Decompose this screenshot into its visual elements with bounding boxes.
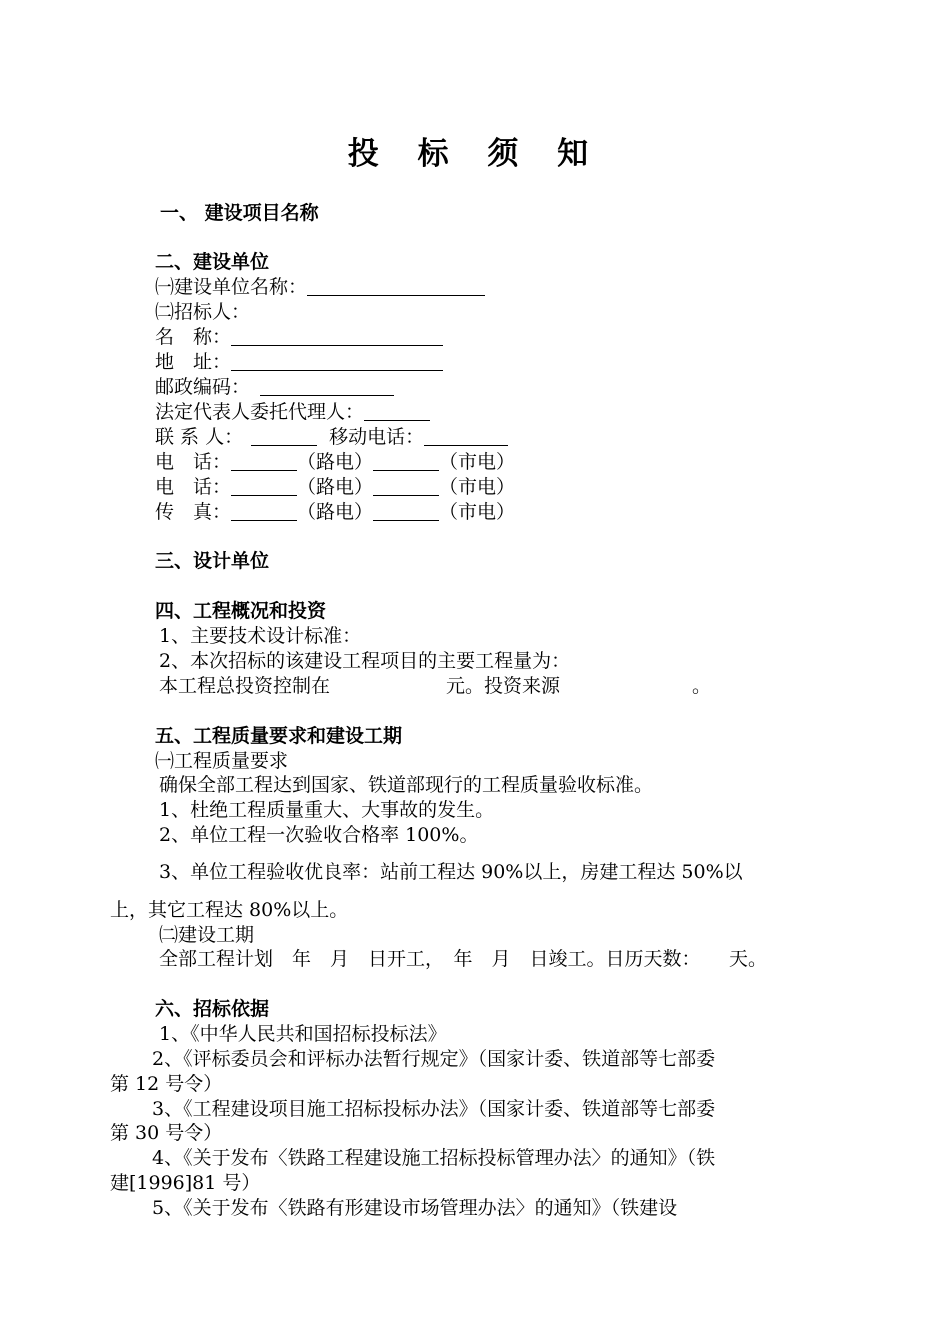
road-line-label: （路电） <box>297 501 374 523</box>
contact-blank[interactable] <box>251 427 317 446</box>
postcode-row <box>155 375 394 400</box>
postcode-label: 邮政编码： <box>155 376 251 398</box>
phone-label: 电 话： <box>155 451 232 473</box>
basis-item-5-line-1: 5、《关于发布〈铁路有形建设市场管理办法〉的通知》（铁建设 <box>152 1197 678 1219</box>
phone-label: 电 话： <box>155 476 232 498</box>
investment-label: 本工程总投资控制在 <box>159 675 331 697</box>
tenderer-label: ㈡招标人： <box>155 301 251 323</box>
basis-item-1: 1、《中华人民共和国招标投标法》 <box>159 1023 447 1045</box>
fax-row <box>155 500 515 525</box>
phone-row-2 <box>155 475 515 500</box>
contact-row <box>155 425 508 450</box>
legal-rep-row <box>155 400 430 425</box>
phone-road-blank[interactable] <box>231 477 297 496</box>
mobile-blank[interactable] <box>424 427 508 446</box>
phone-city-blank[interactable] <box>373 477 439 496</box>
basis-item-4-line-1: 4、《关于发布〈铁路工程建设施工招标投标管理办法〉的通知》（铁 <box>152 1147 716 1169</box>
mobile-label: 移动电话： <box>329 426 425 448</box>
phone-row-1 <box>155 450 515 475</box>
basis-item-2-line-2: 第 12 号令） <box>110 1073 223 1095</box>
quality-item-1: 1、杜绝工程质量重大、大事故的发生。 <box>159 799 495 821</box>
name-label: 名 称： <box>155 326 232 348</box>
section-2-heading: 二、建设单位 <box>155 251 270 273</box>
legal-rep-blank[interactable] <box>364 402 430 421</box>
quality-label: ㈠工程质量要求 <box>155 750 289 772</box>
city-line-label: （市电） <box>439 501 516 523</box>
section-4-heading: 四、工程概况和投资 <box>155 600 327 622</box>
fax-road-blank[interactable] <box>231 502 297 521</box>
address-row <box>155 350 443 375</box>
period-text: 全部工程计划 年 月 日开工， 年 月 日竣工。日历天数： 天。 <box>159 948 768 970</box>
section-6-heading: 六、招标依据 <box>155 998 270 1020</box>
quality-text: 确保全部工程达到国家、铁道部现行的工程质量验收标准。 <box>159 774 654 796</box>
investment-row <box>159 674 711 699</box>
legal-rep-label: 法定代表人委托代理人： <box>155 401 365 423</box>
unit-name-blank[interactable] <box>307 277 485 296</box>
contact-label: 联 系 人： <box>155 426 244 448</box>
address-blank[interactable] <box>231 352 443 371</box>
unit-name-row <box>155 275 485 300</box>
section-1-heading: 一、 建设项目名称 <box>160 202 319 224</box>
phone-road-blank[interactable] <box>231 452 297 471</box>
name-row <box>155 325 443 350</box>
tech-standard-item: 1、主要技术设计标准： <box>159 625 362 647</box>
quality-item-2: 2、单位工程一次验收合格率 100%。 <box>159 824 479 846</box>
fax-city-blank[interactable] <box>373 502 439 521</box>
city-line-label: （市电） <box>439 476 516 498</box>
basis-item-4-line-2: 建[1996]81 号） <box>110 1172 261 1194</box>
page-title: 投 标 须 知 <box>347 136 603 172</box>
city-line-label: （市电） <box>439 451 516 473</box>
basis-item-3-line-2: 第 30 号令） <box>110 1122 223 1144</box>
road-line-label: （路电） <box>297 476 374 498</box>
road-line-label: （路电） <box>297 451 374 473</box>
section-3-heading: 三、设计单位 <box>155 550 270 572</box>
phone-city-blank[interactable] <box>373 452 439 471</box>
fax-label: 传 真： <box>155 501 232 523</box>
name-blank[interactable] <box>231 327 443 346</box>
investment-end: 。 <box>692 675 712 697</box>
quality-item-3-line-1: 3、单位工程验收优良率：站前工程达 90%以上，房建工程达 50%以 <box>159 861 743 883</box>
quality-item-3-line-2: 上，其它工程达 80%以上。 <box>110 899 349 921</box>
basis-item-3-line-1: 3、《工程建设项目施工招标投标办法》（国家计委、铁道部等七部委 <box>152 1098 716 1120</box>
unit-name-label: ㈠建设单位名称： <box>155 276 308 298</box>
period-label: ㈡建设工期 <box>159 924 255 946</box>
basis-item-2-line-1: 2、《评标委员会和评标办法暂行规定》（国家计委、铁道部等七部委 <box>152 1048 716 1070</box>
section-5-heading: 五、工程质量要求和建设工期 <box>155 725 403 747</box>
investment-source-label: 元。投资来源 <box>446 675 561 697</box>
postcode-blank[interactable] <box>260 377 394 396</box>
address-label: 地 址： <box>155 351 232 373</box>
work-quantity-item: 2、本次招标的该建设工程项目的主要工程量为： <box>159 650 571 672</box>
